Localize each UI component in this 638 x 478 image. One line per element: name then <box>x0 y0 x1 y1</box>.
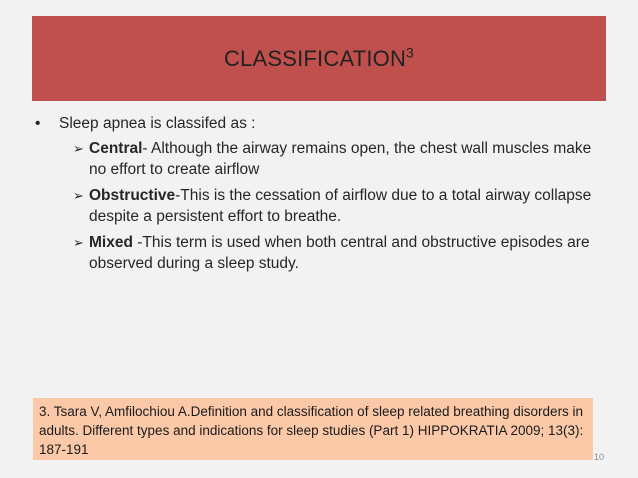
reference-box <box>33 398 593 460</box>
page-number: 10 <box>593 452 604 462</box>
arrow-bullet-icon: ➢ <box>73 141 84 156</box>
intro-bullet <box>35 113 610 134</box>
reference-text: 3. Tsara V, Amfilochiou A.Definition and classification of sleep related breathing disorders in adults. Different types and indications for sleep studies (Part 1) HIPPOKRATIA 2009; 13(3): 187-191 <box>39 404 584 457</box>
slide-content <box>35 113 610 279</box>
intro-text: Sleep apnea is classifed as : <box>59 115 256 132</box>
list-item-text <box>89 138 610 180</box>
description-obstructive: -This is the cessation of airflow due to a total airway collapse despite a persistent effort to breathe. <box>89 187 592 225</box>
arrow-bullet-icon: ➢ <box>73 235 84 250</box>
list-item-central <box>73 138 610 180</box>
list-item-mixed <box>73 232 610 274</box>
arrow-bullet-icon: ➢ <box>73 188 84 203</box>
term-central: Central <box>89 140 143 157</box>
term-mixed: Mixed <box>89 234 133 251</box>
bullet-dot-icon: • <box>35 115 41 132</box>
title-bar <box>32 16 606 101</box>
list-item-obstructive <box>73 185 610 227</box>
list-item-text <box>89 232 610 274</box>
description-mixed: -This term is used when both central and obstructive episodes are observed during a sleep study. <box>89 234 590 272</box>
term-obstructive: Obstructive <box>89 187 176 204</box>
title-superscript: 3 <box>406 44 415 61</box>
list-item-text <box>89 185 610 227</box>
title-text: CLASSIFICATION <box>223 45 407 71</box>
classification-list <box>73 138 610 274</box>
description-central: - Although the airway remains open, the chest wall muscles make no effort to create airflow <box>89 140 592 178</box>
slide-title <box>224 46 414 72</box>
